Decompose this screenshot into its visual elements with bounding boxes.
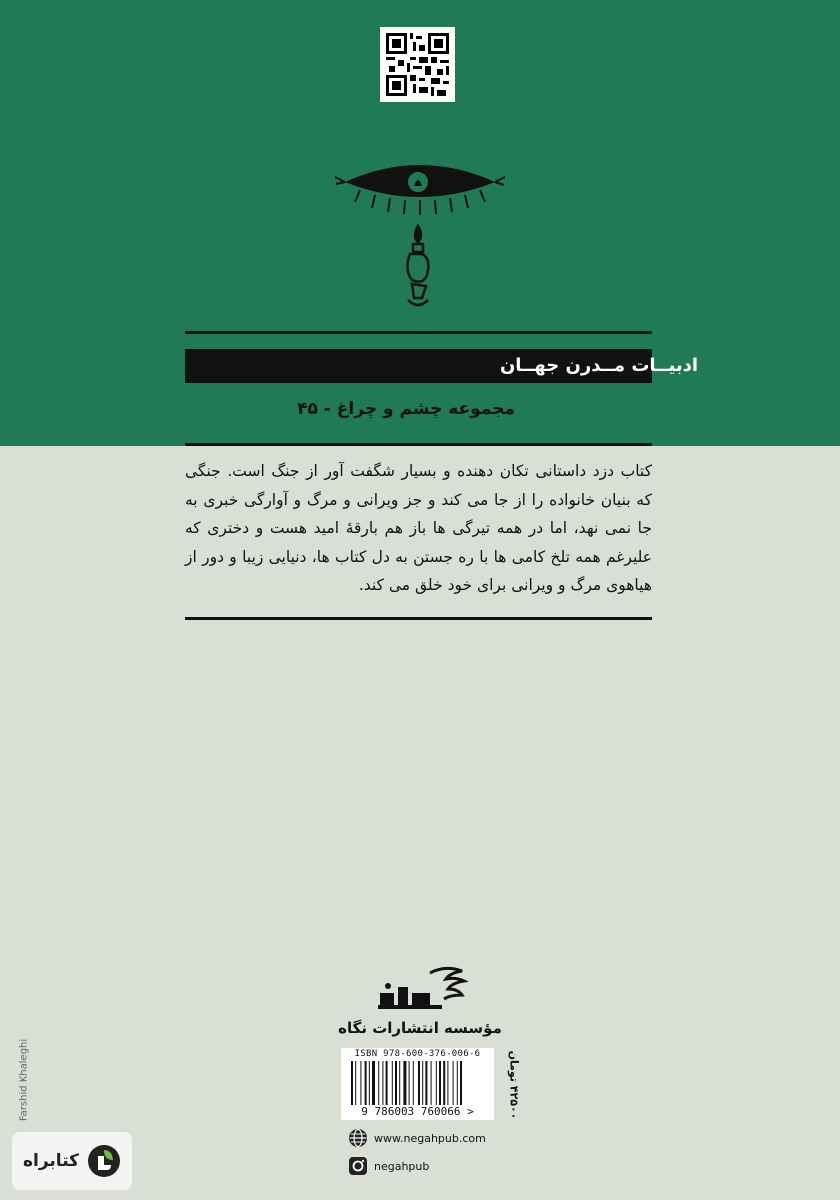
store-logo-icon [87,1144,121,1178]
barcode-bar [418,1061,420,1105]
barcode-bar [365,1061,367,1105]
eye-icon [335,165,505,215]
barcode-bar [386,1061,388,1105]
barcode-bar [457,1061,458,1105]
eye-lamp-emblem [330,160,510,320]
barcode-bar [382,1061,383,1105]
store-name: کتابراه [22,1151,80,1171]
barcode-digits: 9 786003 760066 > [361,1105,474,1118]
series-subtitle: مجموعه چشم و چراغ - ۴۵ [297,399,515,419]
website-url: www.negahpub.com [374,1131,486,1145]
barcode-bar [399,1061,400,1105]
back-cover-blurb: کتاب دزد داستانی تکان دهنده و بسیار شگفت آور از جنگ است. جنگی که بنیان خانواده را از جا می کند و جز ویرانی و مرگ و آوارگی خبری به جا نمی نهد، اما در همه تیرگی ها باز هم بارقهٔ امید هست و دختری که علیرغم همه تلخ کامی ها با ره جستن به دل کتاب ها، دنیایی زیبا و دور از هیاهوی مرگ و ویرانی برای خود خلق می کند. [185,462,652,594]
barcode-bar [378,1061,379,1105]
barcode-bar [436,1061,437,1105]
barcode-bar [453,1061,454,1105]
barcode [341,1048,494,1120]
barcode-bar [439,1061,441,1105]
barcode-bar [392,1061,393,1105]
barcode-bar [447,1061,448,1105]
barcode-bar [425,1061,427,1105]
instagram-icon [348,1156,368,1176]
barcode-bar [431,1061,432,1105]
barcode-bar [413,1061,414,1105]
barcode-bar [409,1061,410,1105]
barcode-bar [351,1061,353,1105]
barcode-bar [460,1061,462,1105]
price [500,1050,528,1120]
barcode-bar [369,1061,370,1105]
designer-credit-text: Farshid Khaleghi [18,1038,30,1122]
rule-bottom [185,617,652,620]
rule-top [185,331,652,334]
oil-lamp-icon [407,226,428,305]
isbn-number: ISBN 978-600-376-006-6 [354,1049,481,1059]
barcode-bar [422,1061,423,1105]
publisher-logo [370,965,470,1015]
barcode-bar [355,1061,356,1105]
barcode-bar [360,1061,361,1105]
website-link[interactable] [348,1128,486,1148]
barcode-bar [395,1061,397,1105]
price-label: ۴۲۵۰۰ تومان [507,1050,521,1120]
barcode-bar [372,1061,375,1105]
designer-credit [4,1025,44,1135]
qr-code [380,27,455,102]
globe-icon [348,1128,368,1148]
instagram-handle: negahpub [374,1159,430,1173]
series-title: ادبیــات مــدرن جهــان [499,355,698,376]
instagram-link[interactable] [348,1156,429,1176]
barcode-bar [443,1061,445,1105]
barcode-bar [403,1061,406,1105]
store-badge[interactable] [12,1132,132,1190]
rule-middle [185,443,652,446]
publisher-name: مؤسسه انتشارات نگاه [338,1019,502,1037]
